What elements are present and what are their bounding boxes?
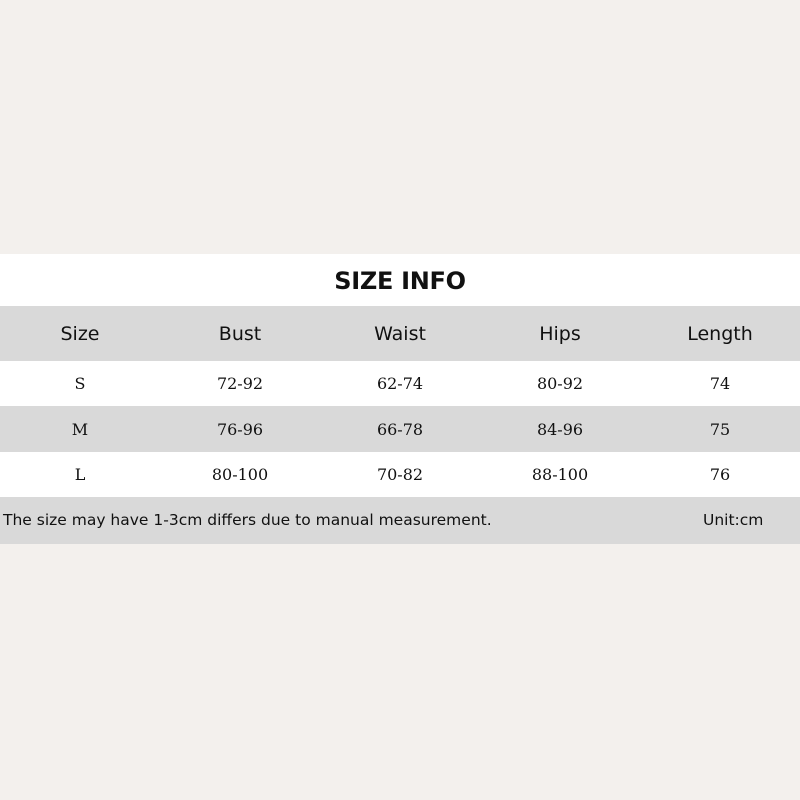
header-waist: Waist bbox=[374, 322, 426, 345]
cell-size: S bbox=[74, 374, 86, 393]
cell-length: 75 bbox=[709, 419, 731, 439]
table-row bbox=[0, 361, 800, 406]
cell-waist: 70-82 bbox=[376, 465, 424, 484]
cell-waist: 66-78 bbox=[376, 419, 424, 439]
cell-hips: 88-100 bbox=[531, 465, 589, 484]
header-size: Size bbox=[60, 322, 100, 345]
cell-hips: 84-96 bbox=[536, 419, 584, 439]
table-row bbox=[0, 452, 800, 497]
measurement-note-row bbox=[0, 497, 800, 544]
header-hips: Hips bbox=[539, 322, 581, 345]
size-info-title: SIZE INFO bbox=[334, 267, 466, 295]
cell-length: 74 bbox=[709, 374, 731, 393]
cell-hips: 80-92 bbox=[536, 374, 584, 393]
table-header-row bbox=[0, 306, 800, 361]
cell-bust: 80-100 bbox=[211, 465, 269, 484]
measurement-note: The size may have 1-3cm differs due to manual measurement. bbox=[3, 511, 492, 529]
cell-bust: 72-92 bbox=[216, 374, 264, 393]
cell-size: M bbox=[71, 419, 89, 439]
cell-waist: 62-74 bbox=[376, 374, 424, 393]
cell-length: 76 bbox=[709, 465, 731, 484]
cell-bust: 76-96 bbox=[216, 419, 264, 439]
header-length: Length bbox=[687, 322, 753, 345]
table-row bbox=[0, 406, 800, 452]
unit-label: Unit:cm bbox=[703, 511, 764, 529]
header-bust: Bust bbox=[218, 322, 262, 345]
cell-size: L bbox=[74, 465, 86, 484]
size-info-card bbox=[0, 254, 800, 544]
